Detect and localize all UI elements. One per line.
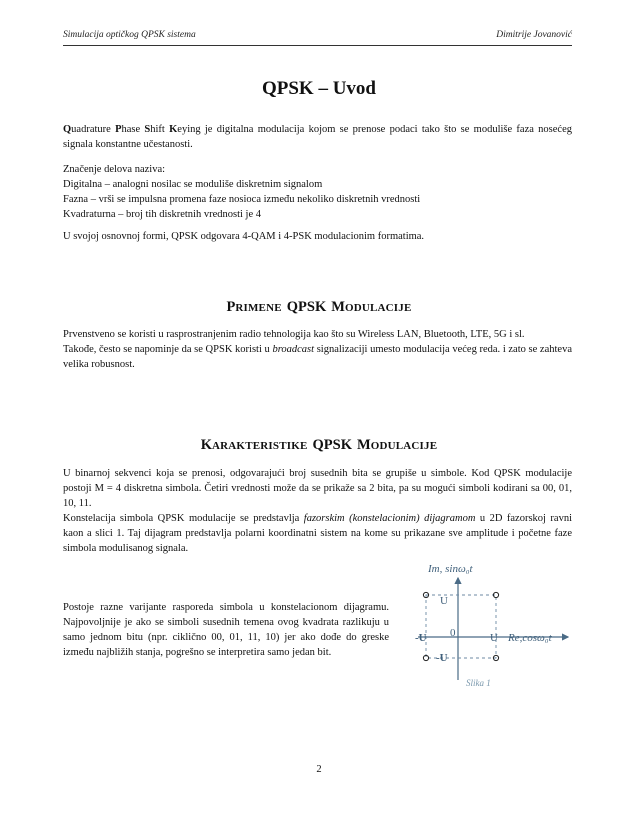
figure-caption: Slika 1 (466, 678, 491, 688)
intro-basic-form (63, 229, 572, 244)
intro-basic-form-text: U svojoj osnovnoj formi, QPSK odgovara 4-QAM i 4-PSK modulacionim formatima. (63, 231, 425, 242)
section-heading-applications: PRIMENE QPSK MODULACIJE (226, 299, 412, 315)
header-rule (63, 45, 572, 46)
re-axis-label: Re,cosω₀t (508, 632, 552, 644)
gray-code-text: Postoje razne varijante rasporeda simbola u konstelacionom dijagramu. Najpovoljnije je ako se simboli susednih temena ovog kvadrata razlikuju u samo jednom bitu (npr. ciklično 00, 01, 11, 10) jer ako dođe do greske između najbližih stanja, pogrešno se interpretira samo jedan bit. (63, 602, 389, 658)
label-minus-u-left: -U (415, 632, 427, 644)
name-meaning-heading: Značenje delova naziva: (63, 164, 166, 175)
characteristics-text-2: Konstelacija simbola QPSK modulacije se predstavlja fazorskim (konstelacionim) dijagramom u 2D fazorskoj ravni kaon a slici 1. Taj dijagram predstavlja polarni koordinatni sistem na kome su prikazane sve amplitude i početne faze simbola modulisanog signala. (63, 513, 572, 554)
header-right-author: Dimitrije Jovanović (496, 30, 572, 40)
name-meaning-phase: Fazna – vrši se impulsna promena faze nosioca između nekoliko diskretnih vrednosti (63, 194, 421, 205)
section-heading-characteristics: KARAKTERISTIKE QPSK MODULACIJE (200, 437, 438, 453)
characteristics-text-1: U binarnoj sekvenci koja se prenosi, odgovarajući broj susednih bita se grupiše u simbole. Kod QPSK modulacije postoji M = 4 diskretna simbola. Četiri vrednosti može da se prikaže sa 2 bita, pa su mogući simboli kodirani sa 00, 01, 10, 11. (63, 468, 572, 509)
name-meaning-digital: Digitalna – analogni nosilac se moduliše diskretnim signalom (63, 179, 323, 190)
constellation-square (426, 595, 496, 658)
constellation-diagram (398, 558, 574, 693)
label-u-top: U (440, 595, 448, 607)
characteristics-paragraph (63, 466, 572, 556)
intro-paragraph (63, 122, 572, 152)
origin-label: 0 (450, 627, 456, 639)
intro-definition: Quadrature Phase Shift Keying je digitalna modulacija kojom se prenose podaci tako što se moduliše faza nosećeg signala konstantne učestanosti. (63, 124, 572, 150)
name-meaning-quadrature: Kvadraturna – broj tih diskretnih vrednosti je 4 (63, 209, 261, 220)
label-minus-u-bottom: -U (436, 652, 448, 664)
applications-text-2: Takođe, često se napominje da se QPSK koristi u broadcast signalizaciji umesto modulacija većeg reda. i zato se zahteva velika robusnost. (63, 344, 572, 370)
header-left-title: Simulacija optičkog QPSK sistema (63, 30, 196, 40)
applications-paragraph (63, 327, 572, 372)
page-number: 2 (316, 764, 322, 775)
im-axis-label: Im, sinω₀t (428, 563, 473, 575)
applications-text-1: Prvenstveno se koristi u rasprostranjenim radio tehnologija kao što su Wireless LAN, Bluetooth, LTE, 5G i sl. (63, 329, 525, 340)
name-meaning-list (63, 162, 572, 222)
gray-code-paragraph (63, 600, 389, 660)
label-u-right: U (490, 632, 498, 644)
page-title: QPSK – Uvod (261, 78, 377, 99)
